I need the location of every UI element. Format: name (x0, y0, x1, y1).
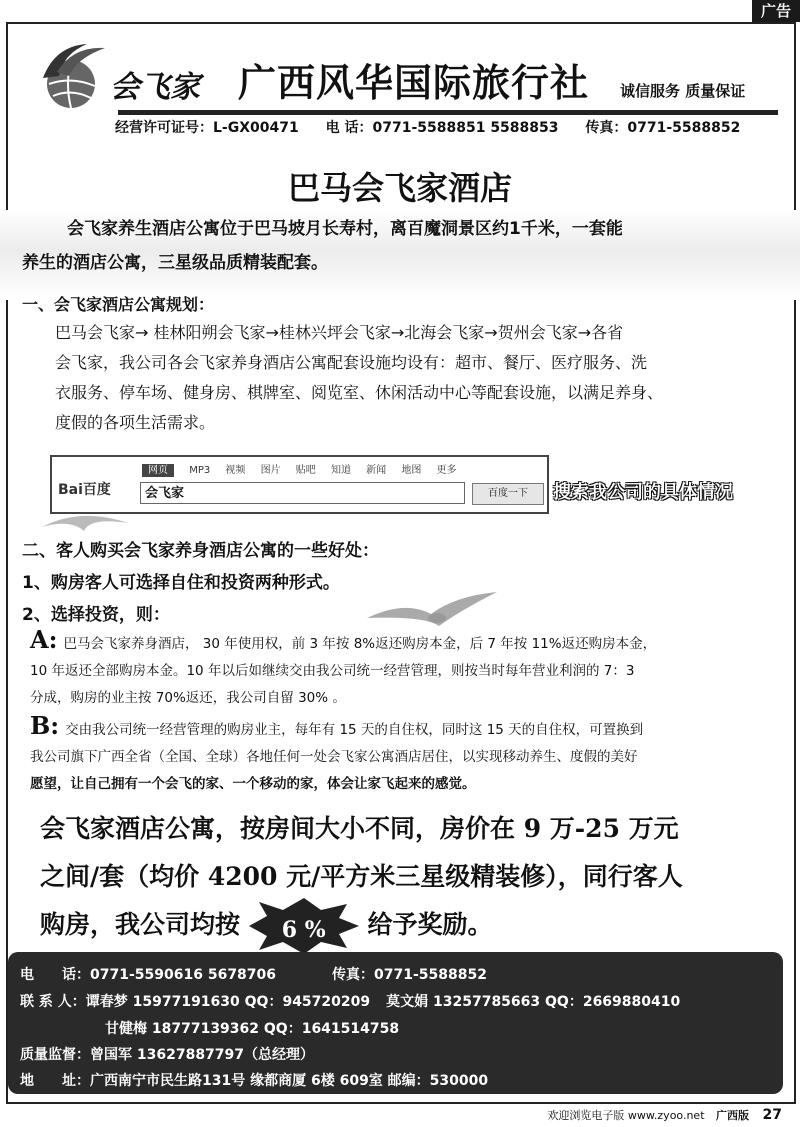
option-b-label: B: (30, 711, 60, 740)
search-tab[interactable]: 新闻 (366, 465, 387, 476)
contact-person-3: 甘健梅 18777139362 QQ：1641514758 (105, 1021, 400, 1037)
ad-tag: 广告 (752, 0, 800, 22)
option-b-line: 交由我公司统一经营管理的购房业主，每年有 15 天的自住权，同时这 15 天的自住权，可置换到 (65, 722, 644, 738)
license-row (115, 117, 762, 137)
benefit-item-1: 1、购房客人可选择自住和投资两种形式。 (22, 573, 340, 593)
intro-line: 养生的酒店公寓，三星级品质精装配套。 (22, 253, 328, 273)
header-rule (118, 110, 778, 115)
page-number: 27 (762, 1107, 782, 1123)
slogan: 诚信服务 质量保证 (620, 82, 746, 100)
page-footer (547, 1107, 782, 1123)
option-a-label: A: (30, 625, 58, 654)
search-note: 搜索我公司的具体情况 (553, 482, 733, 503)
price-line: 之间/套（均价 4200 元/平方米三星级精装修），同行客人 (40, 862, 683, 891)
option-a-line: 巴马会飞家养身酒店， 30 年使用权，前 3 年按 8%返还购房本金，后 7 年按 11%返还购房本金， (63, 636, 657, 652)
contact-person-2: 莫文娟 13257785663 QQ：2669880410 (386, 994, 681, 1010)
logo-icon (35, 40, 110, 115)
license-number: 经营许可证号：L-GX00471 (115, 120, 299, 136)
section1-heading: 一、会飞家酒店公寓规划： (22, 295, 215, 314)
option-b-line: 愿望，让自己拥有一个会飞的家、一个移动的家，体会让家飞起来的感觉。 (30, 776, 476, 792)
reward-percent: 6 % (281, 916, 326, 943)
quality-supervisor: 质量监督：曾国军 13627887797（总经理） (20, 1047, 315, 1063)
page-title: 巴马会飞家酒店 (287, 169, 512, 207)
price-line: 给予奖励。 (367, 910, 493, 939)
section2-heading: 二、客人购买会飞家养身酒店公寓的一些好处： (22, 541, 379, 561)
contact-phone: 电 话：0771-5590616 5678706 (20, 967, 277, 983)
footer-text: 欢迎浏览电子版 www.zyoo.net (547, 1109, 705, 1122)
intro-paragraph (22, 212, 782, 280)
header-phone: 电 话：0771-5588851 5588853 (325, 120, 559, 136)
header-fax: 传真：0771-5588852 (585, 120, 741, 136)
contact-address: 地 址：广西南宁市民生路131号 缘都商厦 6楼 609室 邮编：530000 (20, 1073, 489, 1089)
search-tab[interactable]: 网页 (142, 464, 174, 477)
company-name: 广西风华国际旅行社 (238, 61, 590, 105)
contact-person-1: 联 系 人：谭春梦 15977191630 QQ：945720209 (20, 994, 371, 1010)
search-tab[interactable]: 地图 (401, 465, 422, 476)
benefit-item-2: 2、选择投资，则： (22, 605, 170, 625)
intro-line: 会飞家养生酒店公寓位于巴马坡月长寿村，离百魔洞景区约1千米，一套能 (67, 219, 623, 239)
search-input[interactable]: 会飞家 (140, 482, 465, 504)
price-block (40, 805, 780, 949)
option-a-line: 分成，购房的业主按 70%返还，我公司自留 30% 。 (30, 690, 346, 706)
search-tab[interactable]: 贴吧 (295, 465, 316, 476)
bird-icon (40, 505, 130, 535)
section1-line: 巴马会飞家→ 桂林阳朔会飞家→桂林兴坪会飞家→北海会飞家→贺州会飞家→各省 (55, 323, 624, 342)
magazine-name: 广西版 (716, 1109, 750, 1122)
contact-panel (8, 952, 783, 1094)
option-b (30, 712, 782, 798)
search-tabs (142, 461, 469, 476)
contact-fax: 传真：0771-5588852 (332, 967, 487, 983)
section1-line: 会飞家，我公司各会飞家养身酒店公寓配套设施均设有：超市、餐厅、医疗服务、洗 (55, 353, 648, 372)
baidu-logo: Bai百度 (58, 482, 111, 498)
search-tab[interactable]: 更多 (436, 465, 457, 476)
section1-body (55, 318, 780, 438)
search-tab[interactable]: 视频 (225, 465, 246, 476)
option-b-line: 我公司旗下广西全省（全国、全球）各地任何一处会飞家公寓酒店居住，以实现移动养生、度假的美好 (30, 749, 638, 765)
price-line: 会飞家酒店公寓，按房间大小不同，房价在 9 万-25 万元 (40, 814, 679, 843)
price-line: 购房，我公司均按 (40, 910, 241, 939)
section1-line: 度假的各项生活需求。 (55, 413, 216, 432)
search-tab[interactable]: 知道 (330, 465, 351, 476)
percent-burst (249, 908, 359, 946)
search-button[interactable]: 百度一下 (472, 483, 544, 505)
search-tab[interactable]: 图片 (260, 465, 281, 476)
brand-name: 会飞家 (110, 70, 200, 105)
search-tab[interactable]: MP3 (189, 465, 211, 476)
section1-line: 衣服务、停车场、健身房、棋牌室、阅览室、休闲活动中心等配套设施，以满足养身、 (55, 383, 664, 402)
option-a (30, 626, 782, 712)
option-a-line: 10 年返还全部购房本金。10 年以后如继续交由我公司统一经营管理，则按当时每年营业利润的 7：3 (30, 663, 635, 679)
